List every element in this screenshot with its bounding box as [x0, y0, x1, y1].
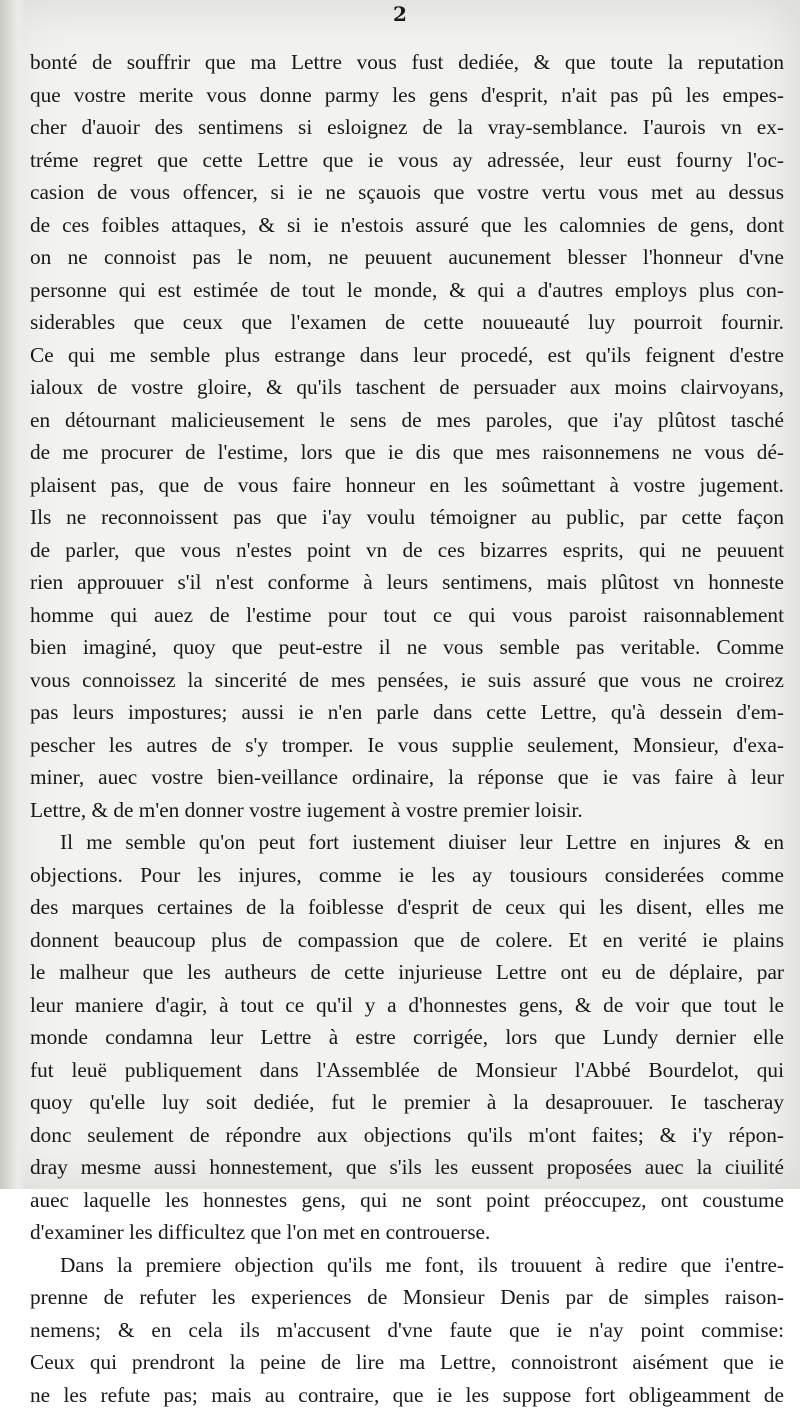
text-line: casion de vous offencer, si ie ne sçauois que vostre vertu vous met au dessus	[30, 176, 784, 209]
text-line: Ils ne reconnoissent pas que i'ay voulu témoigner au public, par cette façon	[30, 501, 784, 534]
text-line: Il me semble qu'on peut fort iustement diuiser leur Lettre en injures & en	[30, 826, 784, 859]
text-line: cher d'auoir des sentimens si esloignez de la vray-semblance. I'aurois vn ex-	[30, 111, 784, 144]
text-line: siderables que ceux que l'examen de cette nouueauté luy pourroit fournir.	[30, 306, 784, 339]
text-line: nemens; & en cela ils m'accusent d'vne faute que ie n'ay point commise:	[30, 1314, 784, 1347]
text-line: Lettre, & de m'en donner vostre iugement à vostre premier loisir.	[30, 794, 784, 827]
text-line: de parler, que vous n'estes point vn de ces bizarres esprits, qui ne peuuent	[30, 534, 784, 567]
text-line: Ceux qui prendront la peine de lire ma Lettre, connoistront aisément que ie	[30, 1346, 784, 1379]
text-line: prenne de refuter les experiences de Monsieur Denis par de simples raison-	[30, 1281, 784, 1314]
text-line: bien imaginé, quoy que peut-estre il ne vous semble pas veritable. Comme	[30, 631, 784, 664]
text-line: des marques certaines de la foiblesse d'esprit de ceux qui les disent, elles me	[30, 891, 784, 924]
text-line: bonté de souffrir que ma Lettre vous fust dediée, & que toute la reputation	[30, 46, 784, 79]
text-line: le malheur que les autheurs de cette injurieuse Lettre ont eu de déplaire, par	[30, 956, 784, 989]
text-line: de me procurer de l'estime, lors que ie dis que mes raisonnemens ne vous dé-	[30, 436, 784, 469]
text-line: vous connoissez la sincerité de mes pensées, ie suis assuré que vous ne croirez	[30, 664, 784, 697]
text-line: monde condamna leur Lettre à estre corrigée, lors que Lundy dernier elle	[30, 1021, 784, 1054]
text-line: objections. Pour les injures, comme ie les ay tousiours considerées comme	[30, 859, 784, 892]
text-line: que vostre merite vous donne parmy les gens d'esprit, n'ait pas pû les empes-	[30, 79, 784, 112]
text-line: pas leurs impostures; aussi ie n'en parle dans cette Lettre, qu'à dessein d'em-	[30, 696, 784, 729]
text-line: d'examiner les difficultez que l'on met en controuerse.	[30, 1216, 784, 1249]
text-line: rien approuuer s'il n'est conforme à leurs sentimens, mais plûtost vn honneste	[30, 566, 784, 599]
text-line: donc seulement de répondre aux objections qu'ils m'ont faites; & i'y répon-	[30, 1119, 784, 1152]
text-line: auec laquelle les honnestes gens, qui ne sont point préoccupez, ont coustume	[30, 1184, 784, 1217]
text-line: en détournant malicieusement le sens de mes paroles, que i'ay plûtost tasché	[30, 404, 784, 437]
text-line: tréme regret que cette Lettre que ie vous ay adressée, leur eust fourny l'oc-	[30, 144, 784, 177]
text-line: homme qui auez de l'estime pour tout ce qui vous paroist raisonnablement	[30, 599, 784, 632]
text-line: dray mesme aussi honnestement, que s'ils les eussent proposées auec la ciuilité	[30, 1151, 784, 1184]
text-line: leur maniere d'agir, à tout ce qu'il y a d'honnestes gens, & de voir que tout le	[30, 989, 784, 1022]
page-number: 2	[0, 2, 800, 26]
text-line: de ces foibles attaques, & si ie n'estois assuré que les calomnies de gens, dont	[30, 209, 784, 242]
text-line: personne qui est estimée de tout le monde, & qui a d'autres employs plus con-	[30, 274, 784, 307]
text-line: donnent beaucoup plus de compassion que de colere. Et en verité ie plains	[30, 924, 784, 957]
text-line: pescher les autres de s'y tromper. Ie vous supplie seulement, Monsieur, d'exa-	[30, 729, 784, 762]
text-line: fut leuë publiquement dans l'Assemblée de Monsieur l'Abbé Bourdelot, qui	[30, 1054, 784, 1087]
text-line: Dans la premiere objection qu'ils me font, ils trouuent à redire que i'entre-	[30, 1249, 784, 1282]
text-line: Ce qui me semble plus estrange dans leur procedé, est qu'ils feignent d'estre	[30, 339, 784, 372]
text-line: plaisent pas, que de vous faire honneur en les soûmettant à vostre jugement.	[30, 469, 784, 502]
body-text	[30, 46, 784, 1411]
text-line: quoy qu'elle luy soit dediée, fut le premier à la desaprouuer. Ie tascheray	[30, 1086, 784, 1119]
page-gutter-shadow	[0, 0, 26, 1189]
text-line: ialoux de vostre gloire, & qu'ils taschent de persuader aux moins clairvoyans,	[30, 371, 784, 404]
text-line: on ne connoist pas le nom, ne peuuent aucunement blesser l'honneur d'vne	[30, 241, 784, 274]
text-line: ne les refute pas; mais au contraire, que ie les suppose fort obligeamment de	[30, 1379, 784, 1411]
text-line: miner, auec vostre bien-veillance ordinaire, la réponse que ie vas faire à leur	[30, 761, 784, 794]
